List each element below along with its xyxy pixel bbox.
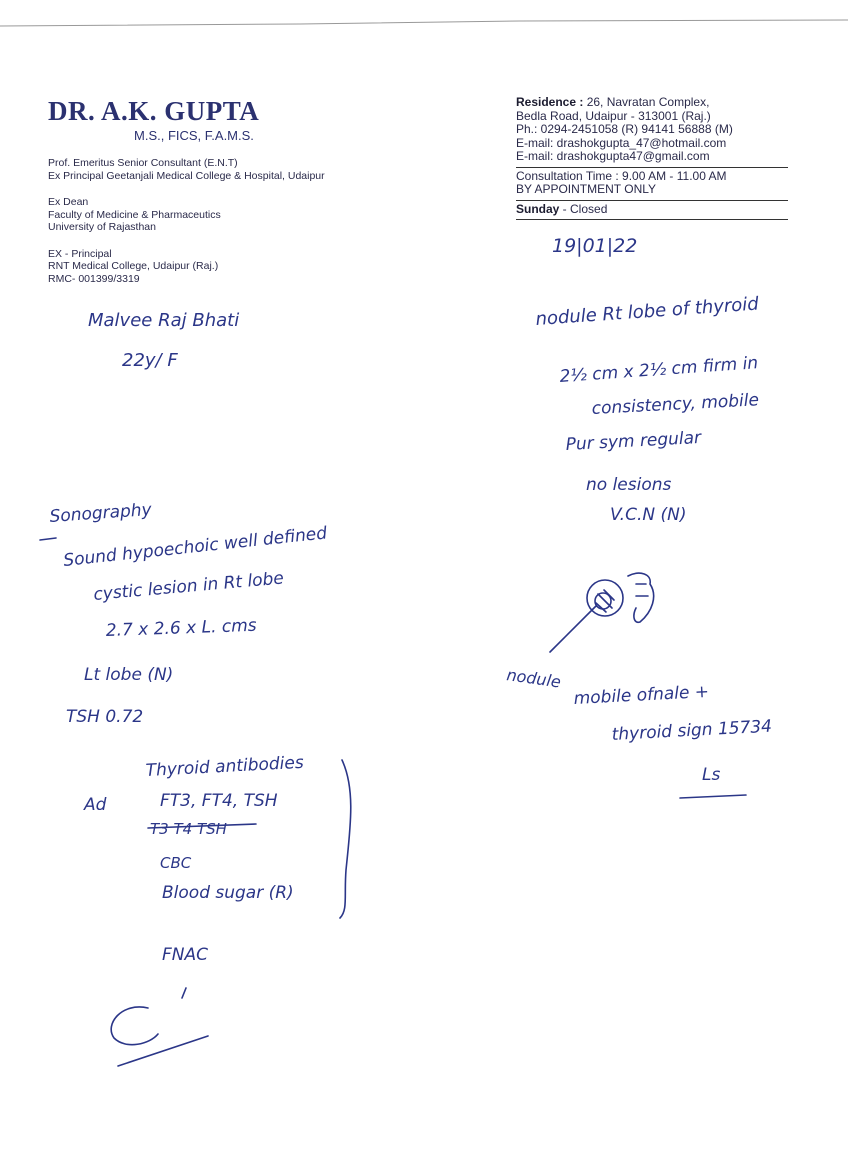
doctor-qualifications: M.S., FICS, F.A.M.S. — [134, 128, 254, 143]
patient-age-sex: 22y/ F — [122, 350, 178, 371]
title-line: Prof. Emeritus Senior Consultant (E.N.T) — [48, 157, 238, 169]
sunday-label: Sunday — [516, 201, 560, 216]
title-line: Ex Principal Geetanjali Medical College & Hospital, Udaipur — [48, 169, 325, 182]
dean-line: University of Rajasthan — [48, 221, 156, 233]
exam-note: nodule Rt lobe of thyroid — [534, 293, 760, 330]
advice-item-struck: T3 T4 TSH — [150, 820, 227, 838]
sonography-note: 2.7 x 2.6 x L. cms — [105, 615, 257, 641]
appointment-note: BY APPOINTMENT ONLY — [516, 182, 657, 196]
sunday-status: - Closed — [559, 201, 608, 216]
sonography-note: cystic lesion in Rt lobe — [92, 568, 285, 605]
residence-address: 26, Navratan Complex, — [583, 95, 710, 109]
sonography-heading: Sonography — [48, 499, 153, 527]
advice-item: FT3, FT4, TSH — [160, 791, 278, 811]
advice-item: CBC — [160, 854, 192, 872]
visit-date: 19|01|22 — [552, 235, 638, 257]
sonography-note: Sound hypoechoic well defined — [62, 523, 328, 571]
principal-line: RNT Medical College, Udaipur (Raj.) — [48, 260, 219, 272]
exam-note: consistency, mobile — [591, 390, 760, 419]
advice-item: Blood sugar (R) — [162, 883, 294, 903]
email-line: E-mail: drashokgupta_47@hotmail.com — [516, 135, 727, 150]
exam-note: V.C.N (N) — [610, 505, 687, 525]
bracket — [340, 760, 351, 918]
signature-underline — [680, 795, 746, 798]
consultation-time: Consultation Time : 9.00 AM - 11.00 AM — [516, 168, 727, 183]
exam-note: no lesions — [586, 475, 672, 495]
nodule-label: nodule — [505, 665, 563, 692]
sonography-note: Lt lobe (N) — [84, 665, 174, 685]
doctor-name: DR. A.K. GUPTA — [48, 96, 260, 126]
signature-initial: Ls — [702, 765, 721, 785]
tsh-result: TSH 0.72 — [66, 707, 144, 727]
email-line: E-mail: drashokgupta47@gmail.com — [516, 149, 710, 163]
exam-note: Pur sym regular — [565, 427, 702, 455]
dean-line: Faculty of Medicine & Pharmaceutics — [48, 208, 221, 221]
patient-name: Malvee Raj Bhati — [88, 310, 240, 331]
advice-label: Ad — [84, 795, 107, 815]
residence-line-2: Bedla Road, Udaipur - 313001 (Raj.) — [516, 108, 711, 123]
advice-item: Thyroid antibodies — [145, 752, 305, 781]
exam-note: thyroid sign 15734 — [611, 716, 773, 745]
heading-underline — [40, 538, 56, 540]
signature — [111, 988, 208, 1066]
exam-note: mobile ofnale + — [573, 681, 710, 709]
residence-label: Residence : — [516, 95, 584, 109]
phone-line: Ph.: 0294-2451058 (R) 94141 56888 (M) — [516, 122, 733, 136]
exam-note: 2½ cm x 2½ cm firm in — [558, 353, 759, 387]
fnac-note: FNAC — [162, 945, 208, 965]
principal-line: RMC- 001399/3319 — [48, 272, 140, 285]
dean-line: Ex Dean — [48, 196, 89, 208]
principal-line: EX - Principal — [48, 247, 112, 260]
thyroid-sketch — [550, 573, 654, 652]
